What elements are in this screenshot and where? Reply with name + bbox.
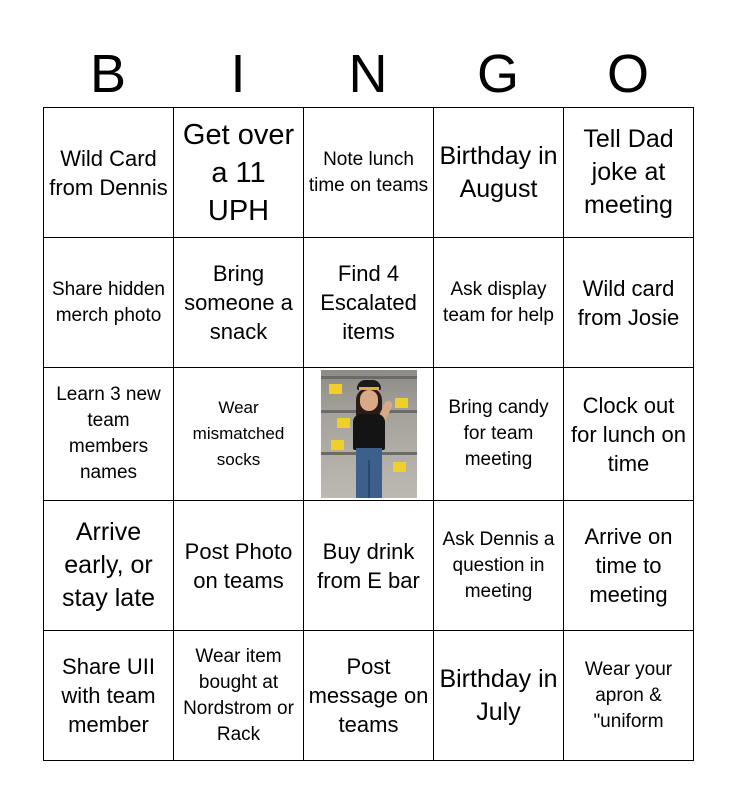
cell-text: Arrive early, or stay late	[61, 518, 156, 612]
cell-text: Wild Card from Dennis	[49, 145, 168, 200]
bingo-cell[interactable]	[434, 631, 564, 761]
bingo-row	[44, 501, 694, 631]
bingo-cell[interactable]	[304, 501, 434, 631]
bingo-cell[interactable]	[44, 238, 174, 368]
cell-text: Learn 3 new team members names	[56, 384, 161, 483]
free-space-photo	[321, 370, 417, 498]
header-letter-o: O	[606, 44, 649, 104]
cell-text: Arrive on time to meeting	[584, 524, 673, 607]
bingo-cell[interactable]	[564, 368, 694, 501]
bingo-cell[interactable]	[44, 631, 174, 761]
bingo-cell[interactable]	[174, 108, 304, 238]
bingo-cell[interactable]	[434, 368, 564, 501]
cell-text: Share hidden merch photo	[51, 278, 166, 326]
cell-text: Wear item bought at Nordstrom or Rack	[183, 645, 294, 745]
bingo-cell[interactable]	[434, 501, 564, 631]
bingo-cell[interactable]	[174, 238, 304, 368]
cell-text: Post Photo on teams	[184, 538, 293, 593]
bingo-row	[44, 631, 694, 761]
cell-text: Clock out for lunch on time	[571, 392, 686, 476]
header-letter-i: I	[230, 44, 246, 104]
free-space-cell[interactable]	[304, 368, 434, 501]
bingo-cell[interactable]	[44, 368, 174, 501]
cell-text: Find 4 Escalated items	[320, 261, 417, 344]
header-letter-g: G	[476, 44, 519, 104]
bingo-cell[interactable]	[564, 108, 694, 238]
cell-text: Ask Dennis a question in meeting	[442, 528, 555, 602]
cell-text: Birthday in July	[439, 664, 558, 726]
bingo-cell[interactable]	[564, 631, 694, 761]
bingo-cell[interactable]	[564, 238, 694, 368]
header-letter-b: B	[89, 44, 127, 104]
cell-text: Get over a 11 UPH	[182, 118, 295, 227]
bingo-cell[interactable]	[174, 368, 304, 501]
cell-text: Wear your apron & "uniform	[584, 658, 673, 732]
cell-text: Note lunch time on teams	[308, 148, 429, 196]
bingo-cell[interactable]	[304, 108, 434, 238]
cell-text: Post message on teams	[308, 654, 429, 737]
bingo-row	[44, 238, 694, 368]
cell-text: Bring someone a snack	[184, 261, 293, 344]
cell-text: Share UII with team member	[61, 654, 156, 737]
bingo-cell[interactable]	[434, 238, 564, 368]
cell-text: Wear mismatched socks	[192, 398, 285, 469]
cell-text: Tell Dad joke at meeting	[583, 125, 674, 219]
cell-text: Bring candy for team meeting	[448, 397, 549, 470]
cell-text: Wild card from Josie	[577, 275, 680, 330]
bingo-row	[44, 368, 694, 501]
header-letter-n: N	[348, 44, 388, 104]
bingo-row	[44, 108, 694, 238]
bingo-cell[interactable]	[174, 501, 304, 631]
bingo-cell[interactable]	[564, 501, 694, 631]
bingo-header	[43, 40, 693, 108]
bingo-cell[interactable]	[174, 631, 304, 761]
bingo-cell[interactable]	[434, 108, 564, 238]
cell-text: Birthday in August	[439, 141, 558, 203]
bingo-cell[interactable]	[304, 238, 434, 368]
bingo-cell[interactable]	[44, 108, 174, 238]
cell-text: Buy drink from E bar	[317, 538, 420, 593]
bingo-cell[interactable]	[304, 631, 434, 761]
bingo-cell[interactable]	[44, 501, 174, 631]
cell-text: Ask display team for help	[443, 278, 554, 326]
bingo-card-grid	[43, 107, 694, 761]
